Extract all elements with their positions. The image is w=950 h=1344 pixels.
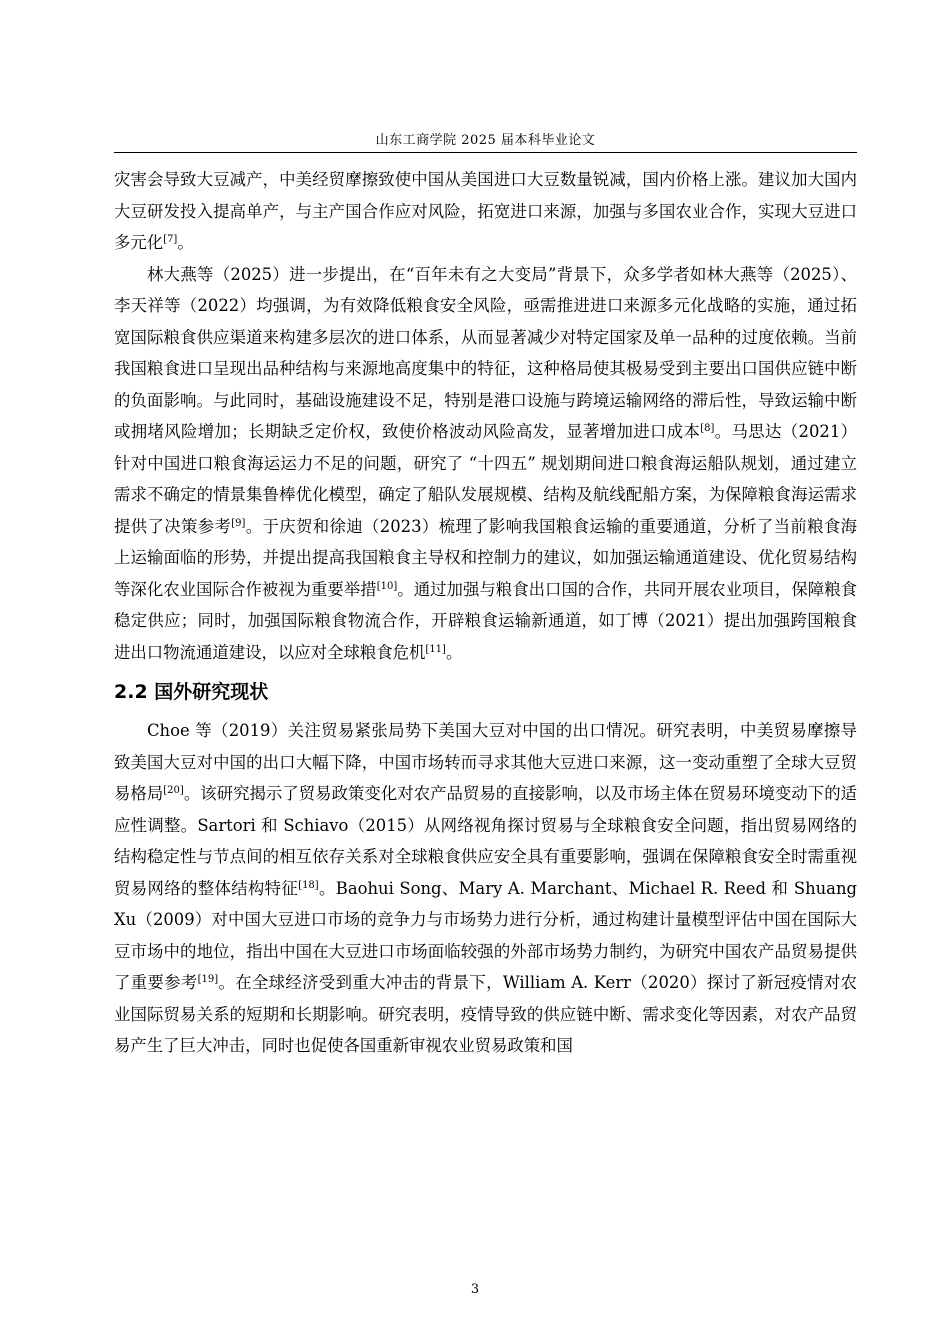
paragraph-text: 。马思达（2021）针对中国进口粮食海运运力不足的问题，研究了 “十四五” 规划期间进口粮食海运船队规划，通过建立需求不确定的情景集鲁棒优化模型，确定了船队发展规模、结构及航线配船方案，为保障粮食海运需求提供了决策参考 [114,422,857,536]
citation-ref: [7] [163,234,178,245]
paragraph-text: 。该研究揭示了贸易政策变化对农产品贸易的直接影响，以及市场主体在贸易环境变动下的适应性调整。Sartori 和 Schiavo（2015）从网络视角探讨贸易与全球粮食安全问题，指出贸易网络的结构稳定性与节点间的相互依存关系对全球粮食供应安全具有重要影响，强调在保障粮食安全时需重视贸易网络的整体结构特征 [114,784,858,898]
body-text [114,164,857,1062]
paragraph-text: Choe 等（2019）关注贸易紧张局势下美国大豆对中国的出口情况。研究表明，中美贸易摩擦导致美国大豆对中国的出口大幅下降，中国市场转而寻求其他大豆进口来源，这一变动重塑了全球大豆贸易格局 [114,721,857,803]
paragraph-text: 。Baohui Song、Mary A. Marchant、Michael R. Reed 和 Shuang Xu（2009）对中国大豆进口市场的竞争力与市场势力进行分析，通过构建计量模型评估中国在国际大豆市场中的地位，指出中国在大豆进口市场面临较强的外部市场势力制约，为研究中国农产品贸易提供了重要参考 [114,878,857,992]
section-heading: 2.2 国外研究现状 [114,681,269,703]
citation-ref: [19] [197,974,219,985]
paragraph-2 [114,259,857,669]
paragraph-1 [114,164,857,259]
running-header: 山东工商学院 2025 届本科毕业论文 [375,133,596,148]
paragraph-text: 。在全球经济受到重大冲击的背景下，William A. Kerr（2020）探讨了新冠疫情对农业国际贸易关系的短期和长期影响。研究表明，疫情导致的供应链中断、需求变化等因素，对农产品贸易产生了巨大冲击，同时也促使各国重新审视农业贸易政策和国 [114,973,858,1055]
citation-ref: [11] [425,643,446,655]
paragraph-text: 。 [177,233,194,252]
paragraph-3 [114,715,857,1062]
paragraph-text: 。 [445,642,463,662]
header-divider [114,152,857,153]
paragraph-text: 。于庆贺和徐迪（2023）梳理了影响我国粮食运输的重要通道，分析了当前粮食海上运输面临的形势，并提出提高我国粮食主导权和控制力的建议，如加强运输通道建设、优化贸易结构等深化农业国际合作被视为重要举措 [114,516,857,599]
paragraph-text: 林大燕等（2025）进一步提出，在“百年未有之大变局”背景下，众多学者如林大燕等（2025）、李天祥等（2022）均强调，为有效降低粮食安全风险，亟需推进进口来源多元化战略的实施，通过拓宽国际粮食供应渠道来构建多层次的进口体系，从而显著减少对特定国家及单一品种的过度依赖。当前我国粮食进口呈现出品种结构与来源地高度集中的特征，这种格局使其极易受到主要出口国供应链中断的负面影响。与此同时，基础设施建设不足，特别是港口设施与跨境运输网络的滞后性，导致运输中断或拥堵风险增加；长期缺乏定价权，致使价格波动风险高发，显著增加进口成本 [114,264,857,441]
citation-ref: [9] [231,517,246,529]
paragraph-text: 。通过加强与粮食出口国的合作，共同开展农业项目，保障粮食稳定供应；同时，加强国际粮食物流合作，开辟粮食运输新通道，如丁博（2021）提出加强跨国粮食进出口物流通道建设，以应对全球粮食危机 [114,579,858,662]
page-number: 3 [470,1282,480,1297]
citation-ref: [8] [700,423,715,434]
paragraph-text: 灾害会导致大豆减产，中美经贸摩擦致使中国从美国进口大豆数量锐减，国内价格上涨。建议加大国内大豆研发投入提高单产，与主产国合作应对风险，拓宽进口来源，加强与多国农业合作，实现大豆进口多元化 [114,170,857,252]
citation-ref: [10] [376,580,398,592]
citation-ref: [18] [298,879,319,891]
citation-ref: [20] [163,785,184,796]
